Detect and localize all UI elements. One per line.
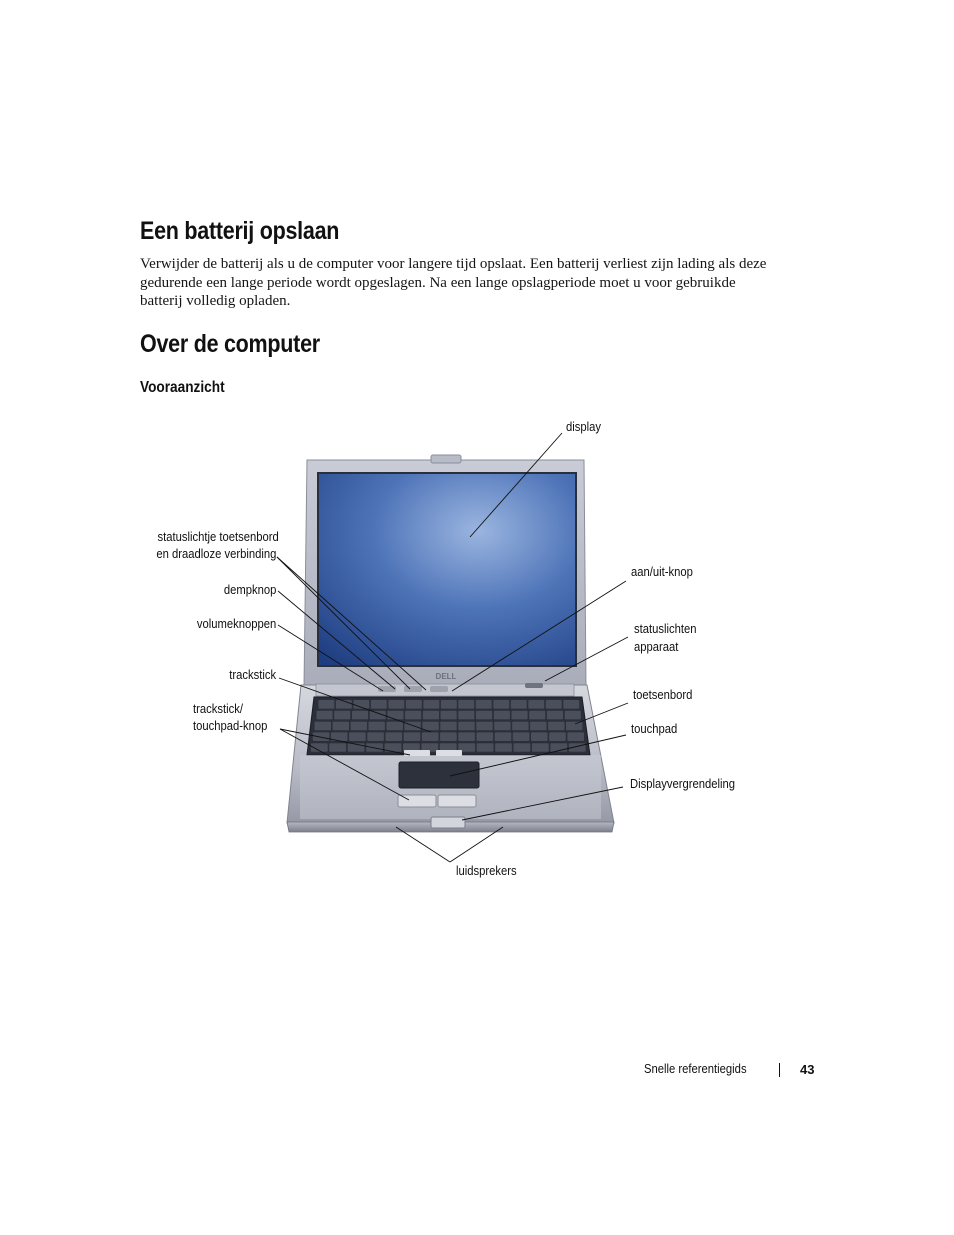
keyboard-key <box>566 722 582 731</box>
keyboard-key <box>351 722 367 731</box>
keyboard-key <box>404 732 421 741</box>
keyboard-key <box>329 743 346 752</box>
keyboard-key <box>494 711 510 720</box>
keyboard-key <box>441 711 457 720</box>
battery-paragraph: Verwijder de batterij als u de computer voor langere tijd opslaat. Een batterij verliest zijn lading als deze gedurende een lange periode wordt opgeslagen. Na een lange opslagperiode moet u voor gebruikde batterij volledig opladen. <box>140 256 767 309</box>
keyboard-key <box>513 732 530 741</box>
callout-trackstick-buttons-line2: touchpad-knop <box>193 719 268 733</box>
power-button-graphic <box>525 683 543 688</box>
keyboard-key <box>440 722 456 731</box>
keyboard-key <box>529 711 545 720</box>
keyboard-key <box>386 732 403 741</box>
callout-display: display <box>566 420 602 434</box>
callout-mute: dempknop <box>223 583 276 597</box>
keyboard-key <box>387 711 403 720</box>
keyboard-key <box>477 732 494 741</box>
keyboard-key <box>315 722 331 731</box>
footer-separator <box>779 1063 780 1077</box>
callout-speakers: luidsprekers <box>456 864 517 878</box>
keyboard-key <box>531 732 548 741</box>
keyboard-key <box>422 732 439 741</box>
keyboard-key <box>317 711 333 720</box>
keyboard-key <box>367 732 384 741</box>
keyboard-key <box>440 732 457 741</box>
callout-device-status-line1: statuslichten <box>634 622 697 636</box>
keyboard-key <box>477 743 494 752</box>
keyboard-key <box>422 722 438 731</box>
keyboard-key <box>423 700 439 709</box>
keyboard-key <box>476 722 492 731</box>
callout-trackstick: trackstick <box>229 668 276 682</box>
keyboard-key <box>333 722 349 731</box>
keyboard-key <box>406 700 422 709</box>
keyboard-key <box>405 711 421 720</box>
keyboard-key <box>476 700 492 709</box>
touchpad-button-right <box>438 795 476 807</box>
keyboard-key <box>549 732 566 741</box>
keyboard-key <box>371 700 387 709</box>
trackstick-button-left <box>404 750 430 756</box>
keyboard-key <box>369 722 385 731</box>
heading-about-computer: Over de computer <box>140 330 320 358</box>
keyboard-key <box>563 700 579 709</box>
status-button-2 <box>404 686 422 692</box>
status-button-1 <box>378 686 396 692</box>
keyboard-key <box>441 700 457 709</box>
keyboard-key <box>349 732 366 741</box>
keyboard-key <box>313 732 330 741</box>
page-number: 43 <box>800 1062 815 1077</box>
keyboard-key <box>532 743 549 752</box>
heading-front-view: Vooraanzicht <box>140 379 225 396</box>
callout-power: aan/uit-knop <box>631 565 693 579</box>
keyboard-key <box>334 711 350 720</box>
callout-keyboard: toetsenbord <box>633 688 693 702</box>
keyboard-key <box>514 743 531 752</box>
callout-device-status-line2: apparaat <box>634 640 679 654</box>
keyboard-key <box>423 711 439 720</box>
callout-touchpad: touchpad <box>631 722 678 736</box>
keyboard-key <box>565 711 581 720</box>
heading-battery-storage: Een batterij opslaan <box>140 217 340 245</box>
keyboard-key <box>547 711 563 720</box>
keyboard-key <box>495 743 512 752</box>
keyboard-key <box>318 700 334 709</box>
keyboard-key <box>458 732 475 741</box>
callout-trackstick-buttons-line1: trackstick/ <box>193 702 244 716</box>
callout-status-keyboard-line1: statuslichtje toetsenbord <box>157 530 279 544</box>
keyboard-key <box>495 732 512 741</box>
callout-volume: volumeknoppen <box>196 617 276 631</box>
keyboard-key <box>493 700 509 709</box>
footer-label: Snelle referentiegids <box>644 1062 747 1076</box>
callout-status-keyboard-line2: en draadloze verbinding <box>155 547 276 561</box>
keyboard-key <box>388 700 404 709</box>
keyboard-key <box>567 732 584 741</box>
trackstick-button-right <box>436 750 462 756</box>
keyboard-key <box>528 700 544 709</box>
keyboard-key <box>458 700 474 709</box>
keyboard-key <box>476 711 492 720</box>
keyboard-key <box>494 722 510 731</box>
keyboard-key <box>511 700 527 709</box>
keyboard-key <box>512 711 528 720</box>
keyboard-key <box>458 722 474 731</box>
touchpad-graphic <box>399 762 479 788</box>
status-button-3 <box>430 686 448 692</box>
keyboard-key <box>546 700 562 709</box>
dell-logo: DELL <box>435 672 457 681</box>
keyboard-key <box>512 722 528 731</box>
lid-latch-top <box>431 455 461 463</box>
keyboard-key <box>352 711 368 720</box>
keyboard-key <box>548 722 564 731</box>
latch-graphic <box>431 817 465 828</box>
keyboard-key <box>387 722 403 731</box>
callout-display-latch: Displayvergrendeling <box>630 777 736 791</box>
keyboard-key <box>530 722 546 731</box>
keyboard-key <box>458 711 474 720</box>
